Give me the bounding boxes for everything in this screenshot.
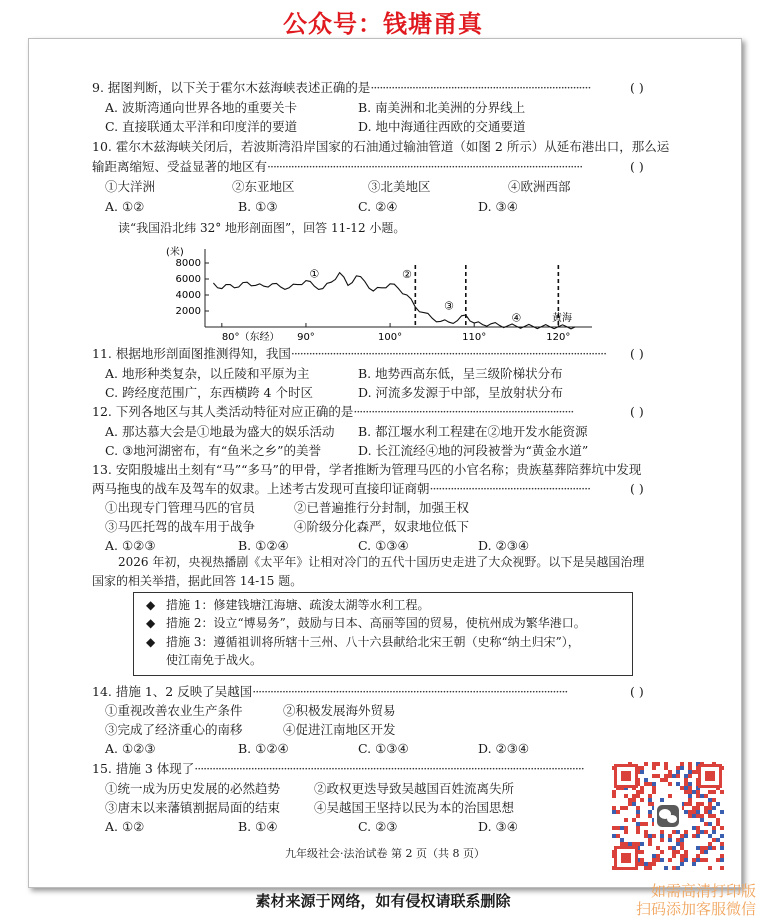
region-label: ① <box>309 267 320 281</box>
measure-3-line1: 措施 3：遵循祖训将所辖十三州、八十六县献给北宋王朝（史称“纳土归宋”）， <box>166 635 580 649</box>
q10-option-d: D. ③④ <box>478 199 518 214</box>
q15-item-1: ①统一成为历史发展的必然趋势 <box>105 781 281 796</box>
watermark-line-1: 如需高清打印版 <box>650 882 756 900</box>
measure-3-bullet: ◆ <box>146 635 156 649</box>
q12-option-c: C. ③地河湖密布，有“鱼米之乡”的美誉 <box>105 443 322 458</box>
q14-option-b: B. ①②④ <box>238 741 289 756</box>
q10-option-b: B. ①③ <box>238 199 278 214</box>
q10-item-2: ②东亚地区 <box>232 179 295 194</box>
q10-option-c: C. ②④ <box>358 199 398 214</box>
q13-stem-line2: 两马拖曳的战车及驾车的奴隶。上述考古发现可直接印证商朝······················································ <box>92 481 591 496</box>
q11-answer-paren: ( ) <box>630 346 644 361</box>
wechat-qr-code[interactable] <box>612 762 724 872</box>
q10-answer-paren: ( ) <box>630 159 644 174</box>
q11-option-d: D. 河流多发源于中部，呈放射状分布 <box>358 385 564 400</box>
terrain-profile-chart <box>160 243 600 343</box>
q12-option-d: D. 长江流经④地的河段被誉为“黄金水道” <box>358 443 589 458</box>
y-tick-label: 8000 <box>175 258 201 269</box>
measure-2: 措施 2：设立“博易务”，鼓励与日本、高丽等国的贸易，使杭州成为繁华港口。 <box>166 616 586 630</box>
intro-14-15-line1: 2026 年初，央视热播剧《太平年》让相对冷门的五代十国历史走进了大众视野。以下是吴越国治理 <box>118 555 645 569</box>
watermark-line-2: 扫码添加客服微信 <box>635 900 756 918</box>
intro-14-15-line2: 国家的相关举措，据此回答 14-15 题。 <box>92 574 303 588</box>
q11-option-a: A. 地形种类复杂，以丘陵和平原为主 <box>105 366 310 381</box>
region-label: ② <box>401 268 412 282</box>
q10-item-4: ④欧洲西部 <box>508 179 571 194</box>
q14-option-c: C. ①③④ <box>358 741 409 756</box>
measure-1-bullet: ◆ <box>146 598 156 612</box>
q11-option-c: C. 跨经度范围广，东西横跨 4 个时区 <box>105 385 313 400</box>
wechat-icon-bubble <box>667 815 677 823</box>
q12-option-b: B. 都江堰水利工程建在②地开发水能资源 <box>358 424 588 439</box>
q13-answer-paren: ( ) <box>630 481 644 496</box>
q14-item-3: ③完成了经济重心的南移 <box>105 722 243 737</box>
q10-item-1: ①大洋洲 <box>105 179 156 194</box>
q9-option-a: A. 波斯湾通向世界各地的重要关卡 <box>105 100 297 115</box>
q13-option-c: C. ①③④ <box>358 538 409 553</box>
q9-answer-paren: ( ) <box>630 80 644 95</box>
x-tick-label: 100° <box>378 332 403 343</box>
terrain-profile-svg <box>160 243 600 343</box>
q12-stem: 12. 下列各地区与其人类活动特征对应正确的是·········································································· <box>92 404 574 419</box>
y-tick-label: 4000 <box>175 290 201 301</box>
q13-stem-line1: 13. 安阳殷墟出土刻有“马”“多马”的甲骨，学者推断为管理马匹的小官名称；贵族墓葬陪葬坑中发现 <box>92 462 642 477</box>
q13-option-b: B. ①②④ <box>238 538 289 553</box>
q14-item-1: ①重视改善农业生产条件 <box>105 703 243 718</box>
measure-2-bullet: ◆ <box>146 616 156 630</box>
q14-stem: 14. 措施 1、2 反映了吴越国·········································································································· <box>92 684 568 699</box>
q13-option-a: A. ①②③ <box>105 538 156 553</box>
q11-stem: 11. 根据地形剖面图推测得知，我国·········································································································· <box>92 346 607 361</box>
y-tick-label: 6000 <box>175 274 201 285</box>
q15-item-3: ③唐末以来藩镇割据局面的结束 <box>105 800 281 815</box>
q9-option-c: C. 直接联通太平洋和印度洋的要道 <box>105 119 298 134</box>
q15-option-b: B. ①④ <box>238 819 278 834</box>
q13-item-3: ③马匹托驾的战车用于战争 <box>105 519 256 534</box>
y-tick-label: 2000 <box>175 306 201 317</box>
q10-stem-line1: 10. 霍尔木兹海峡关闭后，若波斯湾沿岸国家的石油通过输油管道（如图 2 所示）从延布港出口，那么运 <box>92 139 670 154</box>
q14-answer-paren: ( ) <box>630 684 644 699</box>
measure-3-line2: 使江南免于战火。 <box>166 653 263 667</box>
q15-option-c: C. ②③ <box>358 819 398 834</box>
q10-option-a: A. ①② <box>105 199 145 214</box>
q15-item-4: ④吴越国王坚持以民为本的治国思想 <box>314 800 515 815</box>
q13-option-d: D. ②③④ <box>478 538 530 553</box>
q9-stem: 9. 据图判断，以下关于霍尔木兹海峡表述正确的是·········································································· <box>92 80 591 95</box>
q14-option-d: D. ②③④ <box>478 741 530 756</box>
header-title: 公众号：钱塘甬真 <box>283 10 483 38</box>
x-tick-label: 90° <box>297 332 315 343</box>
q15-stem: 15. 措施 3 体现了··································································································································· <box>92 761 584 776</box>
intro-11-12: 读“我国沿北纬 32° 地形剖面图”，回答 11-12 小题。 <box>118 221 406 235</box>
measure-1: 措施 1：修建钱塘江海塘、疏浚太湖等水利工程。 <box>166 598 430 612</box>
x-tick-label: 110° <box>462 332 487 343</box>
q13-item-1: ①出现专门管理马匹的官员 <box>105 500 256 515</box>
x-tick-label: 120° <box>546 332 571 343</box>
q9-option-d: D. 地中海通往西欧的交通要道 <box>358 119 526 134</box>
q15-option-a: A. ①② <box>105 819 145 834</box>
source-notice: 素材来源于网络，如有侵权请联系删除 <box>255 892 511 910</box>
yellow-sea-label: 黄海 <box>552 313 572 324</box>
region-label: ④ <box>511 311 522 325</box>
region-label: ③ <box>444 299 454 313</box>
q14-item-4: ④促进江南地区开发 <box>283 722 396 737</box>
q15-option-d: D. ③④ <box>478 819 518 834</box>
y-axis-label: (米) <box>166 247 184 258</box>
q11-option-b: B. 地势西高东低，呈三级阶梯状分布 <box>358 366 563 381</box>
q15-item-2: ②政权更迭导致吴越国百姓流离失所 <box>314 781 515 796</box>
q12-option-a: A. 那达慕大会是①地最为盛大的娱乐活动 <box>105 424 335 439</box>
q10-stem-line2: 输距离缩短、受益显著的地区有·········································································································· <box>92 159 583 174</box>
page-footer: 九年级社会·法治试卷 第 2 页（共 8 页） <box>285 847 485 860</box>
q14-option-a: A. ①②③ <box>105 741 156 756</box>
q14-item-2: ②积极发展海外贸易 <box>283 703 396 718</box>
q10-item-3: ③北美地区 <box>368 179 431 194</box>
q13-item-2: ②已普遍推行分封制，加强王权 <box>294 500 470 515</box>
q12-answer-paren: ( ) <box>630 404 644 419</box>
q13-item-4: ④阶级分化森严，奴隶地位低下 <box>294 519 470 534</box>
q9-option-b: B. 南美洲和北美洲的分界线上 <box>358 100 526 115</box>
x-tick-label: 80°（东经） <box>221 332 280 343</box>
